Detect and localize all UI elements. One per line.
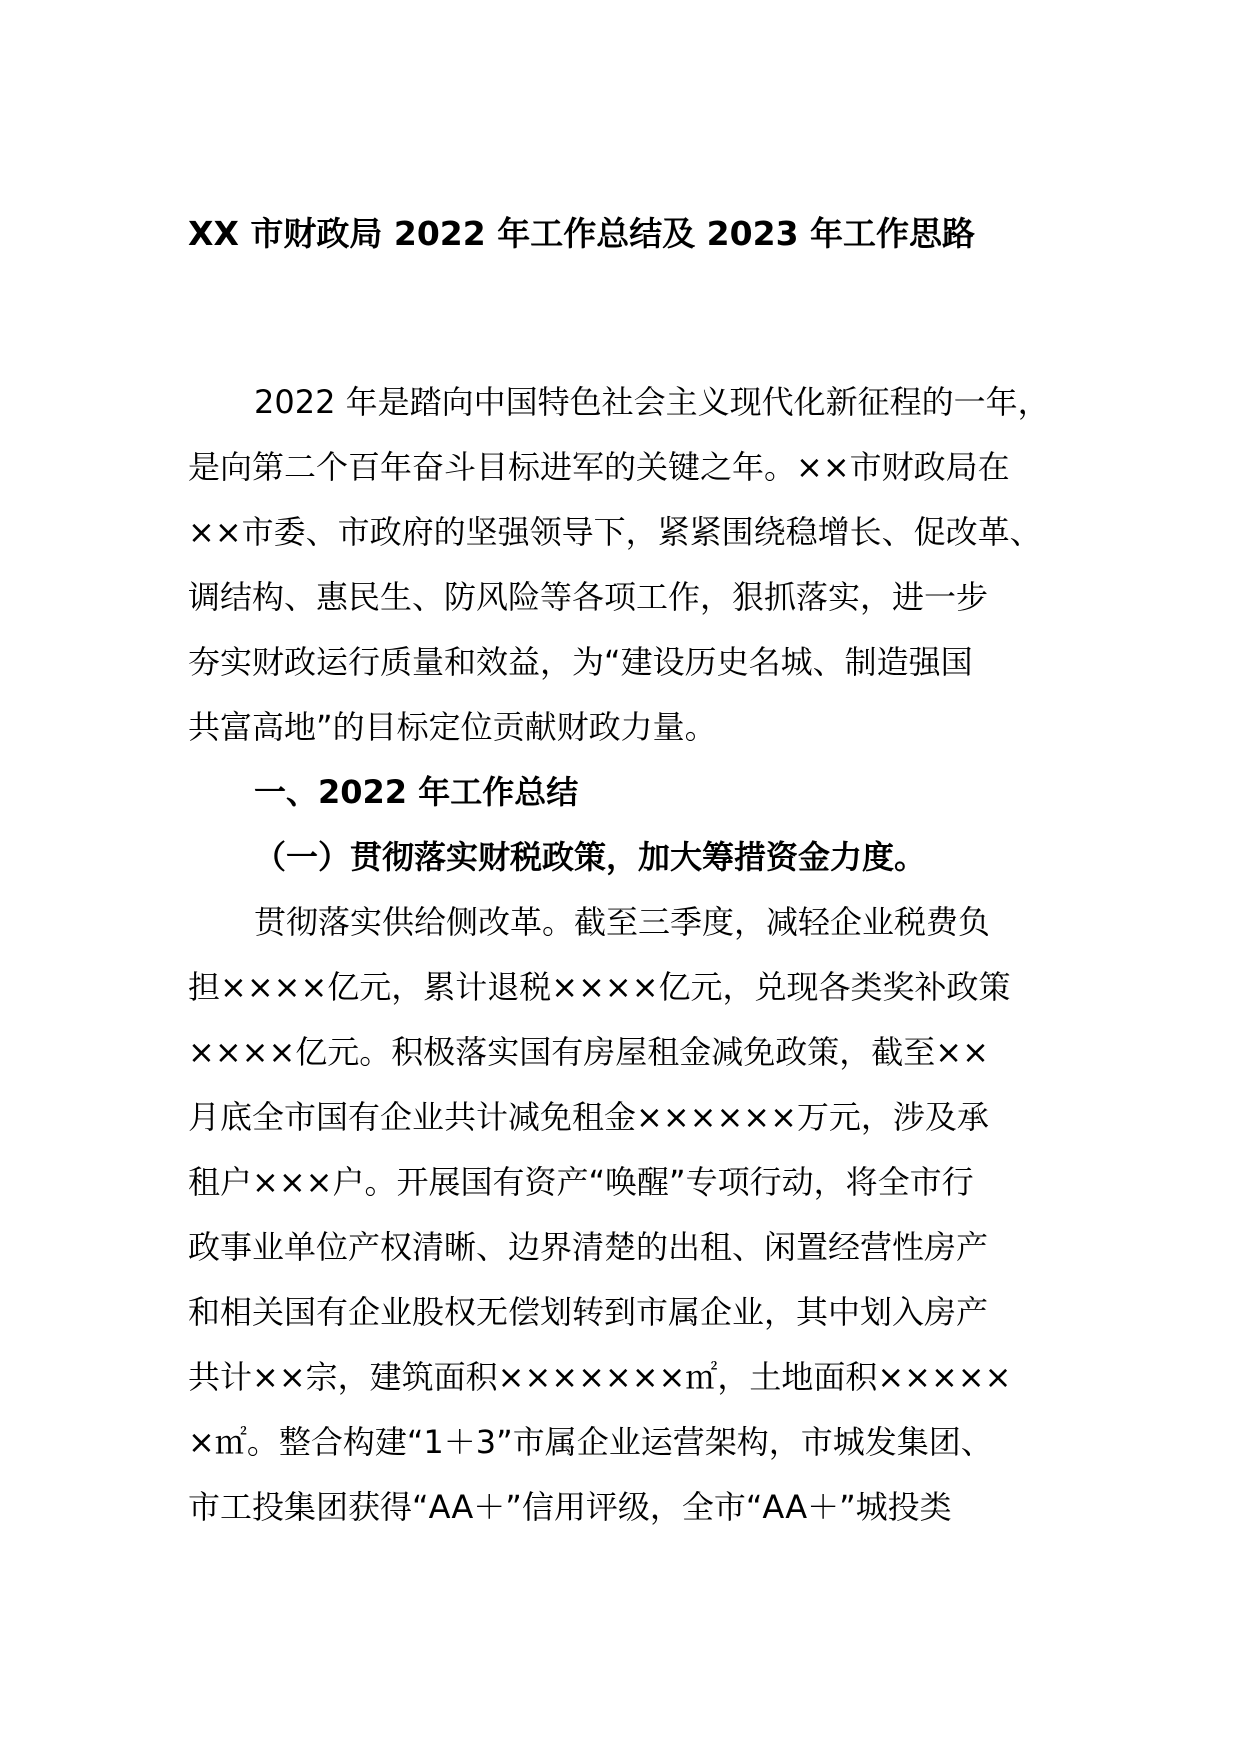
paragraph-line: 和相关国有企业股权无偿划转到市属企业，其中划入房产 — [188, 1293, 989, 1331]
paragraph-line: 共计××宗，建筑面积×××××××㎡，土地面积××××× — [188, 1358, 1012, 1396]
paragraph-line: 是向第二个百年奋斗目标进军的关键之年。××市财政局在 — [188, 448, 1010, 486]
subsection-heading: （一）贯彻落实财税政策，加大筹措资金力度。 — [254, 838, 927, 876]
paragraph-line: 贯彻落实供给侧改革。截至三季度，减轻企业税费负 — [254, 903, 991, 941]
paragraph-line: 调结构、惠民生、防风险等各项工作，狠抓落实，进一步 — [188, 578, 989, 616]
paragraph-line: 共富高地”的目标定位贡献财政力量。 — [188, 708, 717, 746]
paragraph-line: 政事业单位产权清晰、边界清楚的出租、闲置经营性房产 — [188, 1228, 989, 1266]
paragraph-line: 月底全市国有企业共计减免租金××××××万元，涉及承 — [188, 1098, 989, 1136]
paragraph-line: 2022 年是踏向中国特色社会主义现代化新征程的一年， — [254, 383, 1050, 421]
paragraph-line: 市工投集团获得“AA＋”信用评级，全市“AA＋”城投类 — [188, 1488, 952, 1526]
paragraph-line: 租户×××户。开展国有资产“唤醒”专项行动，将全市行 — [188, 1163, 974, 1201]
paragraph-line: ××××亿元。积极落实国有房屋租金减免政策，截至×× — [188, 1033, 989, 1071]
paragraph-line: ×㎡。整合构建“1＋3”市属企业运营架构，市城发集团、 — [188, 1423, 993, 1461]
paragraph-line: ××市委、市政府的坚强领导下，紧紧围绕稳增长、促改革、 — [188, 513, 1042, 551]
document-title: XX 市财政局 2022 年工作总结及 2023 年工作思路 — [188, 214, 976, 253]
paragraph-line: 担××××亿元，累计退税××××亿元，兑现各类奖补政策 — [188, 968, 1011, 1006]
section-heading: 一、2022 年工作总结 — [254, 773, 579, 811]
document-body — [188, 370, 1088, 1540]
paragraph-line: 夯实财政运行质量和效益，为“建设历史名城、制造强国 — [188, 643, 973, 681]
